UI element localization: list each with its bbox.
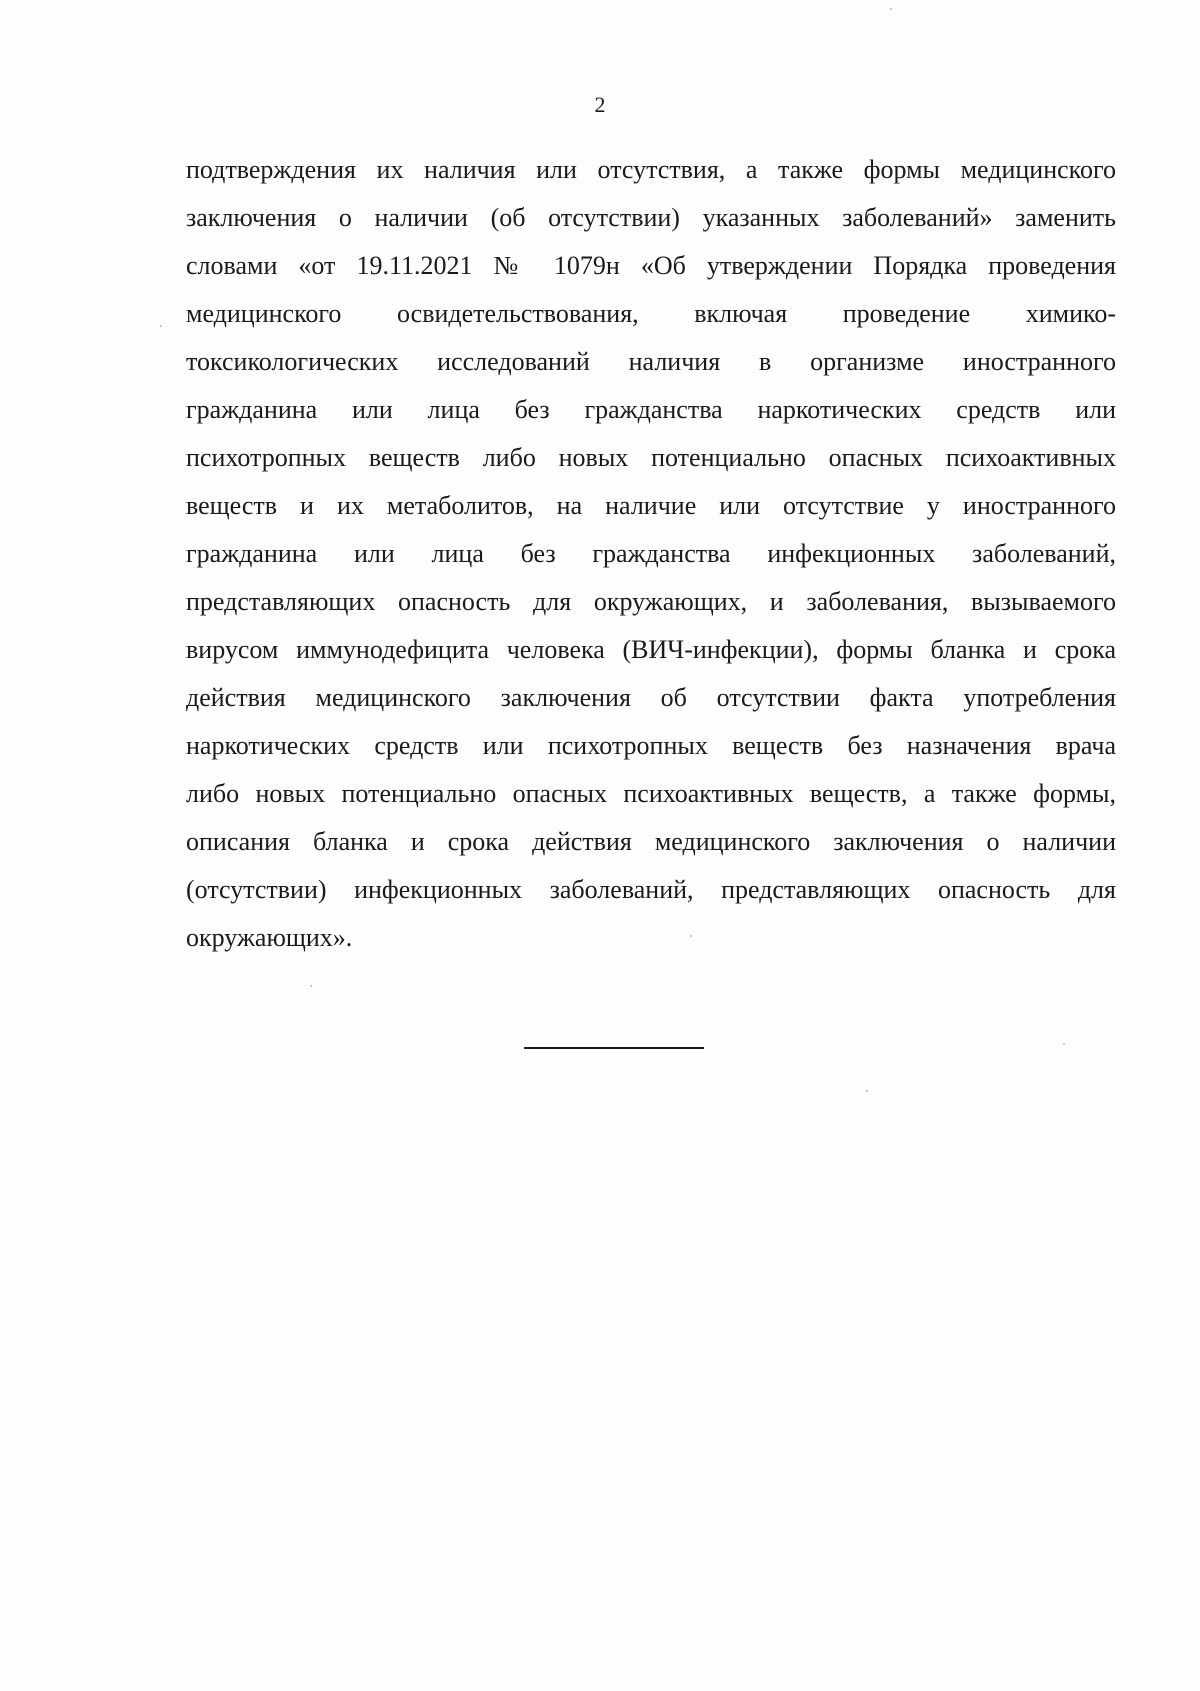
end-of-document-rule [524,1047,704,1049]
text-line: действия медицинского заключения об отсутствии факта употребления [186,683,1116,712]
text-line: гражданина или лица без гражданства инфекционных заболеваний, [186,539,1116,568]
text-line: наркотических средств или психотропных веществ без назначения врача [186,731,1116,760]
text-line: подтверждения их наличия или отсутствия, а также формы медицинского [186,155,1116,184]
scan-speck [310,985,312,987]
text-line: либо новых потенциально опасных психоактивных веществ, а также формы, [186,779,1116,808]
text-line: веществ и их метаболитов, на наличие или отсутствие у иностранного [186,491,1116,520]
text-line: медицинского освидетельствования, включая проведение химико- [186,299,1116,328]
body-text [186,146,1116,962]
text-line: словами «от 19.11.2021 № 1079н «Об утверждении Порядка проведения [186,251,1116,280]
scan-speck [160,325,162,327]
text-line: заключения о наличии (об отсутствии) указанных заболеваний» заменить [186,203,1116,232]
text-line: вирусом иммунодефицита человека (ВИЧ-инфекции), формы бланка и срока [186,635,1116,664]
text-line: психотропных веществ либо новых потенциально опасных психоактивных [186,443,1116,472]
text-line: гражданина или лица без гражданства наркотических средств или [186,395,1116,424]
text-line: описания бланка и срока действия медицинского заключения о наличии [186,827,1116,856]
text-line: токсикологических исследований наличия в организме иностранного [186,347,1116,376]
scan-speck [690,935,692,937]
text-line-last: окружающих». [186,923,353,952]
text-line: (отсутствии) инфекционных заболеваний, представляющих опасность для [186,875,1116,904]
scan-speck [866,1090,868,1092]
text-line: представляющих опасность для окружающих, и заболевания, вызываемого [186,587,1116,616]
scan-speck [1063,1043,1065,1045]
scan-speck [890,8,892,10]
page-number: 2 [594,92,606,117]
